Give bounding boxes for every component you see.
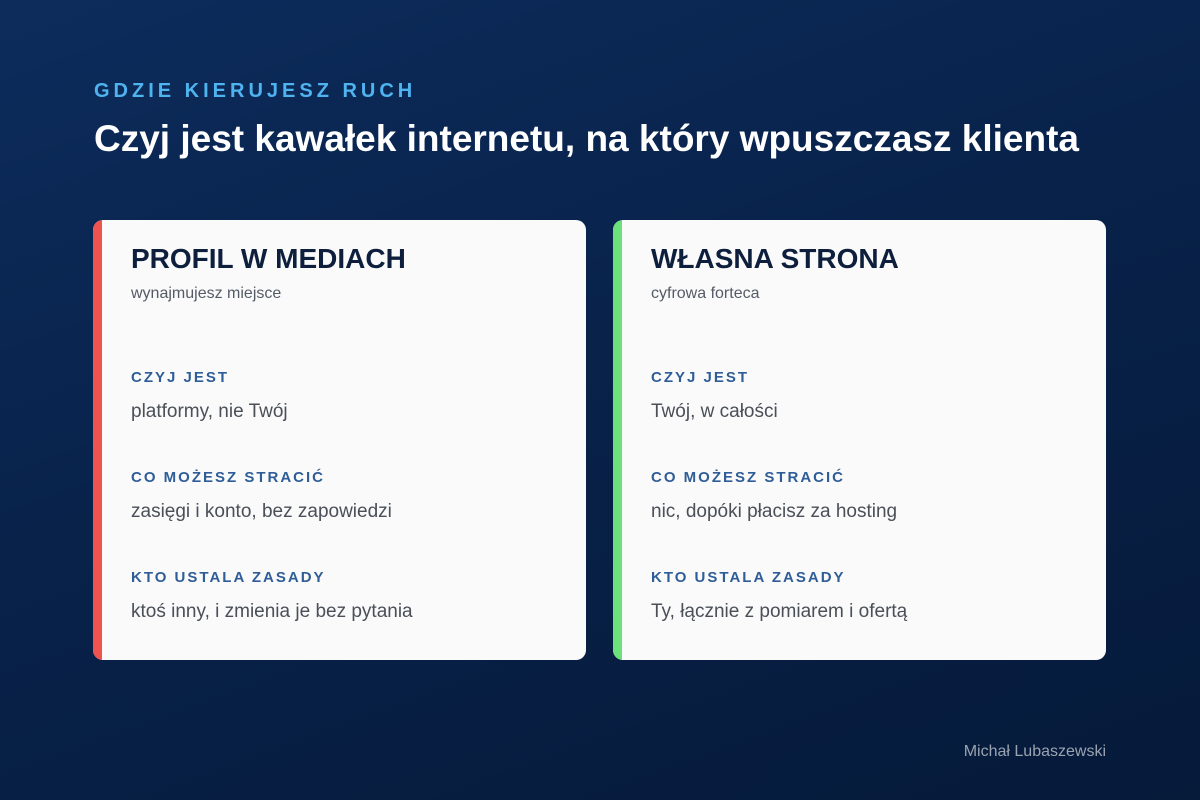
section-rules <box>131 568 413 624</box>
card-title: WŁASNA STRONA <box>651 243 899 274</box>
section-risk <box>131 468 392 524</box>
section-label: CO MOŻESZ STRACIĆ <box>651 469 845 486</box>
section-label: CO MOŻESZ STRACIĆ <box>131 469 325 486</box>
author-credit: Michał Lubaszewski <box>963 743 1106 760</box>
section-value: zasięgi i konto, bez zapowiedzi <box>131 501 392 522</box>
card-content <box>131 242 562 622</box>
section-label: CZYJ JEST <box>131 369 230 386</box>
page-title: Czyj jest kawałek internetu, na który wpuszczasz klienta <box>94 118 1079 159</box>
section-ownership <box>651 368 778 424</box>
card-subtitle: cyfrowa forteca <box>651 285 760 302</box>
card-accent-bar <box>93 220 102 660</box>
card-content <box>651 242 1082 622</box>
section-value: Twój, w całości <box>651 401 778 422</box>
card-own-website <box>613 220 1106 660</box>
card-subtitle: wynajmujesz miejsce <box>131 285 282 302</box>
section-value: nic, dopóki płacisz za hosting <box>651 501 898 522</box>
section-value: Ty, łącznie z pomiarem i ofertą <box>651 601 908 622</box>
section-label: CZYJ JEST <box>651 369 750 386</box>
card-social-profile <box>93 220 586 660</box>
card-accent-bar <box>613 220 622 660</box>
section-risk <box>651 468 897 524</box>
card-title: PROFIL W MEDIACH <box>131 243 406 274</box>
section-label: KTO USTALA ZASADY <box>131 569 326 586</box>
section-ownership <box>131 368 288 424</box>
section-rules <box>651 568 907 624</box>
eyebrow-label: GDZIE KIERUJESZ RUCH <box>94 80 417 102</box>
section-value: platformy, nie Twój <box>131 401 288 422</box>
section-label: KTO USTALA ZASADY <box>651 569 846 586</box>
section-value: ktoś inny, i zmienia je bez pytania <box>131 601 413 622</box>
